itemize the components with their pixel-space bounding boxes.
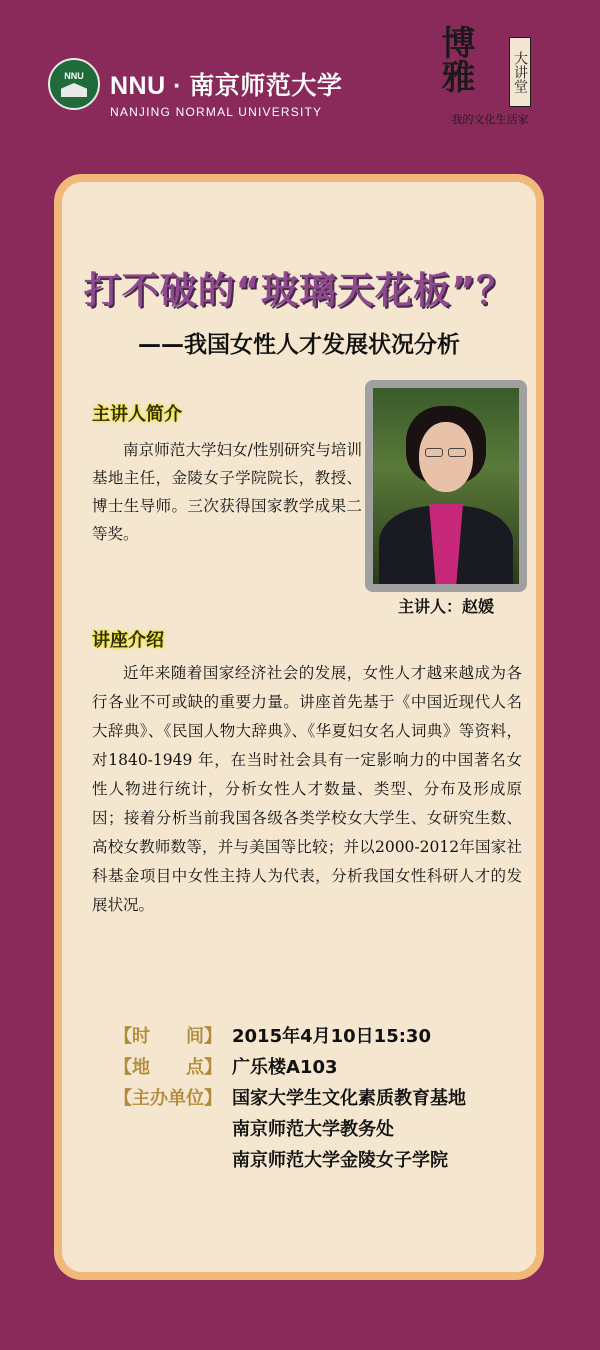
boya-calligraphy: 博雅 (435, 25, 475, 93)
time-value: 2015年4月10日15:30 (232, 1026, 431, 1047)
host-value: 国家大学生文化素质教育基地 (232, 1088, 466, 1109)
speaker-photo (373, 388, 519, 584)
boya-slogan: 我的文化生活家 (451, 113, 529, 126)
place-label: 【地 点】 (114, 1057, 222, 1078)
lecture-subtitle: ——我国女性人才发展状况分析 (138, 332, 460, 358)
host-row (114, 1084, 534, 1115)
lecture-description: 近年来随着国家经济社会的发展，女性人才越来越成为各行各业不可或缺的重要力量。讲座首先基于《中国近现代人名大辞典》、《民国人物大辞典》、《华夏妇女名人词典》等资料，对1840-1949 年，在当时社会具有一定影响力的中国著名女性人物进行统计，分析女性人才数量、类型、分布及形成原因；接着分析当前我国各级各类学校女大学生、女研究生数、高校女教师数等，并与美国等比较；并以2000-2012年国家社科基金项目中女性主持人为代表，分析我国女性科研人才的发展状况。 (92, 664, 522, 914)
boya-lecture-logo (435, 25, 545, 130)
logo-text: NNU (64, 71, 84, 81)
place-row (114, 1053, 534, 1084)
university-logo (48, 58, 100, 110)
host-value: 南京师范大学教务处 (232, 1119, 394, 1140)
poster-card (54, 174, 544, 1280)
lecture-section-title: 讲座介绍 (92, 630, 164, 651)
host-row-3 (114, 1146, 534, 1177)
brand-english-name: NANJING NORMAL UNIVERSITY (110, 105, 323, 119)
event-info (114, 1022, 534, 1177)
time-row (114, 1022, 534, 1053)
host-value: 南京师范大学金陵女子学院 (232, 1150, 448, 1171)
university-brand (110, 66, 342, 119)
boya-seal: 大讲堂 (509, 37, 531, 107)
lecture-title: 打不破的“玻璃天花板”？ (83, 269, 515, 312)
host-label: 【主办单位】 (114, 1088, 222, 1109)
brand-name: NNU · 南京师范大学 (110, 72, 343, 100)
building-icon (61, 83, 87, 97)
time-label: 【时 间】 (114, 1026, 222, 1047)
speaker-section-title: 主讲人简介 (92, 404, 182, 425)
speaker-bio: 南京师范大学妇女/性别研究与培训基地主任，金陵女子学院院长，教授、博士生导师。三次获得国家教学成果二等奖。 (92, 441, 362, 543)
place-value: 广乐楼A103 (232, 1057, 338, 1078)
speaker-caption: 主讲人：赵媛 (397, 597, 494, 616)
host-row-2 (114, 1115, 534, 1146)
speaker-photo-frame (365, 380, 527, 592)
university-emblem-icon (48, 58, 100, 110)
